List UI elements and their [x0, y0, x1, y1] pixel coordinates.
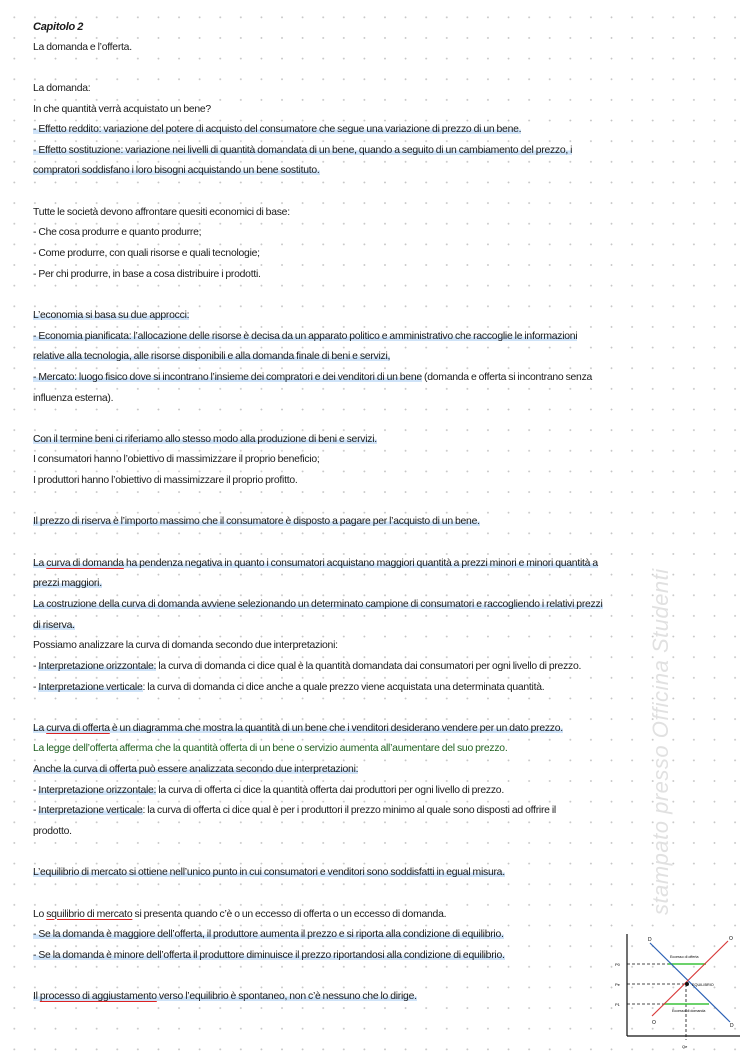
text-line [33, 636, 733, 657]
blank-line [33, 884, 733, 905]
text-line [33, 781, 733, 802]
text: - Per chi produrre, in base a cosa distribuire i prodotti. [33, 268, 261, 280]
text: - [33, 660, 39, 672]
text-line [33, 223, 733, 244]
text: (domanda e offerta si incontrano senza [421, 371, 593, 383]
supply-label-bottom: O [652, 1020, 656, 1026]
blank-line [33, 285, 733, 306]
text-line [33, 306, 733, 327]
text-line [33, 905, 733, 926]
text-line [33, 327, 733, 348]
highlighted-text: La costruzione della curva di domanda avviene selezionando un determinato campione di consumatori e raccogliendo i relativi prezzi [33, 598, 603, 610]
underlined-term: processo di aggiustamento [39, 991, 157, 1003]
text-line [33, 141, 733, 162]
highlighted-text: Interpretazione orizzontale: [38, 784, 157, 796]
highlighted-text: prezzi maggiori. [33, 578, 102, 590]
text-line [33, 574, 733, 595]
text: La domanda e l’offerta. [33, 41, 132, 53]
blank-line [33, 492, 733, 513]
text: - Come produrre, con quali risorse e quali tecnologie; [33, 248, 260, 260]
highlighted-text: - Economia pianificata: l’allocazione delle risorse è decisa da un apparato politico e amministrativo che raccoglie le informazioni [33, 330, 578, 342]
highlighted-text: verso l’equilibrio è spontaneo, non c’è nessuno che lo dirige. [156, 991, 417, 1003]
text-line [33, 244, 733, 265]
text: Possiamo analizzare la curva di domanda secondo due interpretazioni: [33, 640, 338, 652]
text: la curva di offerta ci dice la quantità offerta dai produttori per ogni livello di prezzo. [156, 784, 504, 796]
text: La legge dell’offerta afferma che la quantità offerta di un bene o servizio aumenta all’aumentare del suo prezzo. [33, 743, 508, 755]
highlighted-text: Interpretazione verticale [38, 805, 143, 817]
excess-demand-label: Eccesso di domanda [672, 1009, 706, 1013]
highlighted-text: Interpretazione verticale [38, 681, 143, 693]
text-line [33, 760, 733, 781]
blank-line [33, 58, 733, 79]
highlighted-text: Anche la curva di offerta può essere analizzata secondo due interpretazioni: [33, 764, 359, 776]
text-line [33, 38, 733, 59]
text: la curva di domanda ci dice qual è la quantità domandata dai consumatori per ogni livello di prezzo. [156, 660, 582, 672]
underlined-term: curva di domanda [46, 557, 124, 569]
blank-line [33, 409, 733, 430]
blank-line [33, 843, 733, 864]
underlined-term: curva di offerta [46, 722, 110, 734]
equilibrium-point [685, 982, 689, 986]
text-line [33, 822, 733, 843]
text: - [33, 681, 39, 693]
text: In che quantità verrà acquistato un bene? [33, 103, 211, 115]
text: prodotto. [33, 825, 72, 837]
demand-label-top: D [648, 937, 652, 943]
blank-line [33, 698, 733, 719]
highlighted-text: Il prezzo di riserva è l’importo massimo che il consumatore è disposto a pagare per l’acquisto di un bene. [33, 516, 480, 528]
text: : la curva di offerta ci dice qual è per i produttori il prezzo minimo al quale sono disposti ad offrire il [142, 805, 556, 817]
text-line [33, 595, 733, 616]
highlighted-text: relative alla tecnologia, alle risorse disponibili e alla domanda finale di beni e servizi, [33, 351, 391, 363]
text: si presenta quando c’è o un eccesso di offerta o un eccesso di domanda. [132, 908, 447, 920]
text-line [33, 863, 733, 884]
highlighted-text: - Se la domanda è maggiore dell’offerta, il produttore aumenta il prezzo e si riporta alla condizione di equilibrio. [33, 929, 504, 941]
equilibrium-label: EQUILIBRIO [692, 983, 714, 987]
underlined-term: squilibrio di mercato [46, 908, 133, 920]
supply-label-top: O [729, 936, 733, 942]
text-line [33, 739, 733, 760]
blank-line [33, 533, 733, 554]
text-line [33, 389, 733, 410]
text: : la curva di domanda ci dice anche a quale prezzo viene acquistata una determinata quantità. [142, 681, 545, 693]
text-line [33, 120, 733, 141]
text: - Che cosa produrre e quanto produrre; [33, 227, 202, 239]
text: Capitolo 2 [33, 21, 84, 33]
text: La domanda: [33, 82, 91, 94]
supply-demand-graph [612, 926, 744, 1052]
text-line [33, 554, 733, 575]
demand-label-bottom: D [730, 1023, 734, 1029]
text-line [33, 265, 733, 286]
highlighted-text: - Effetto reddito: variazione del potere di acquisto del consumatore che segue una variazione di prezzo di un bene. [33, 124, 522, 136]
blank-line [33, 182, 733, 203]
highlighted-text: di riserva. [33, 619, 75, 631]
text: I produttori hanno l’obiettivo di massimizzare il proprio profitto. [33, 475, 298, 487]
document-body [33, 17, 733, 1008]
text-line [33, 347, 733, 368]
highlighted-text: Interpretazione orizzontale: [38, 660, 157, 672]
text-line [33, 657, 733, 678]
text-line [33, 512, 733, 533]
highlighted-text: La [33, 722, 47, 734]
watermark: stampato presso Officina Studenti [648, 568, 673, 915]
text-line [33, 161, 733, 182]
text-line [33, 450, 733, 471]
pe-label: Pe [615, 982, 620, 987]
text-line [33, 719, 733, 740]
highlighted-text: L’equilibrio di mercato si ottiene nell’unico punto in cui consumatori e venditori sono soddisfatti in egual misura. [33, 867, 505, 879]
qe-label: Qe [682, 1044, 688, 1049]
text-line [33, 801, 733, 822]
highlighted-text: Con il termine beni ci riferiamo allo stesso modo alla produzione di beni e servizi. [33, 433, 377, 445]
text-line [33, 430, 733, 451]
highlighted-text: Il [33, 991, 40, 1003]
text: influenza esterna). [33, 392, 114, 404]
highlighted-text: - Effetto sostituzione: variazione nei livelli di quantità domandata di un bene, quando a seguito di un cambiamento del prezzo, i [33, 144, 573, 156]
text: - [33, 805, 39, 817]
text-line [33, 79, 733, 100]
text-line [33, 616, 733, 637]
text: Tutte le società devono affrontare quesiti economici di base: [33, 206, 290, 218]
highlighted-text: La [33, 557, 47, 569]
text: - [33, 784, 39, 796]
text: I consumatori hanno l’obiettivo di massimizzare il proprio beneficio; [33, 454, 320, 466]
text-line [33, 678, 733, 699]
text: Lo [33, 908, 47, 920]
highlighted-text: - Mercato: luogo fisico dove si incontrano l’insieme dei compratori e dei venditori di un bene [33, 371, 422, 383]
p1-label: P1 [615, 1002, 620, 1007]
p0-label: P0 [615, 962, 620, 967]
chapter-title [33, 17, 733, 38]
highlighted-text: compratori soddisfano i loro bisogni acquistando un bene sostituto. [33, 165, 320, 177]
highlighted-text: ha pendenza negativa in quanto i consumatori acquistano maggiori quantità a prezzi minori e minori quantità a [123, 557, 598, 569]
excess-supply-label: Eccesso di offerta [670, 955, 699, 959]
text-line [33, 368, 733, 389]
text-line [33, 100, 733, 121]
highlighted-text: - Se la domanda è minore dell’offerta il produttore diminuisce il prezzo riportandosi alla condizione di equilibrio. [33, 949, 505, 961]
highlighted-text: è un diagramma che mostra la quantità di un bene che i venditori desiderano vendere per un dato prezzo. [109, 722, 563, 734]
text-line [33, 203, 733, 224]
text-line [33, 471, 733, 492]
highlighted-text: L’economia si basa su due approcci: [33, 309, 190, 321]
